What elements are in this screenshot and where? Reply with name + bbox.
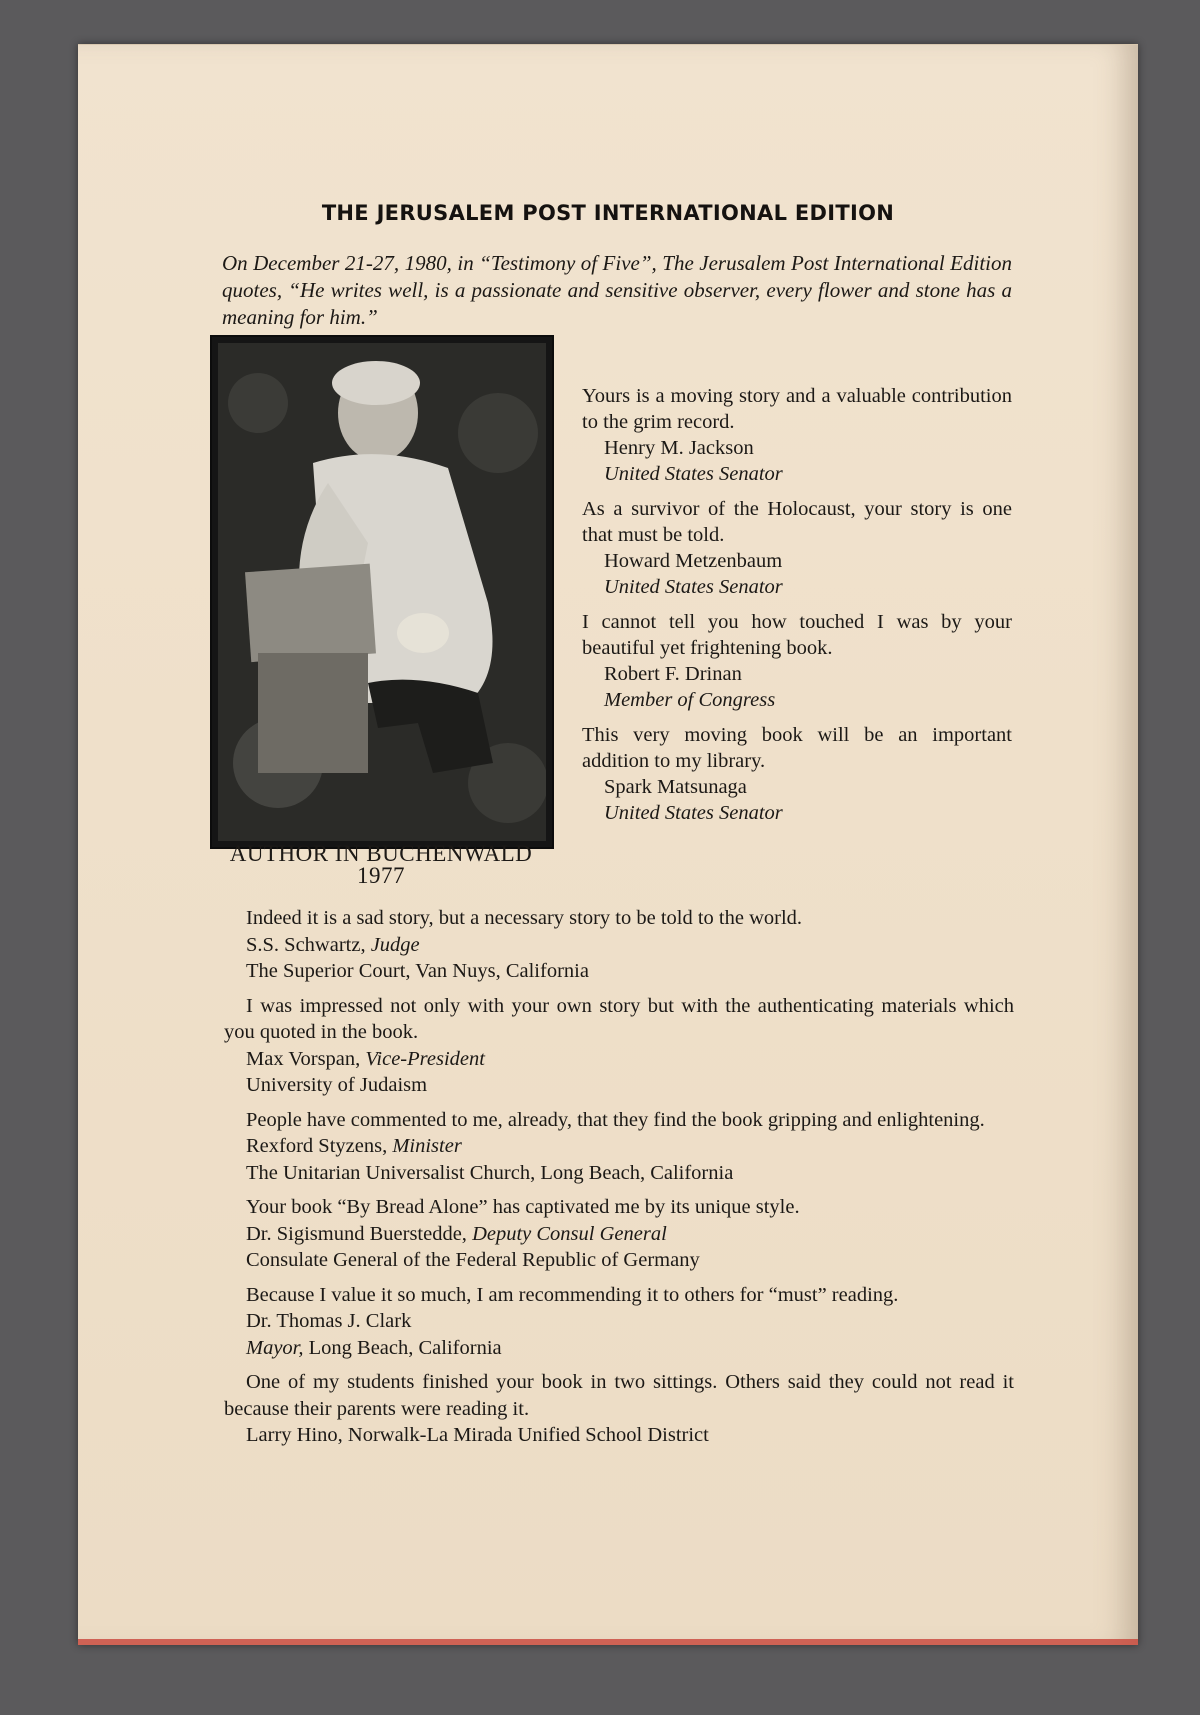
testimonial-name: Rexford Styzens, — [246, 1135, 388, 1157]
testimonial-role: Mayor, — [246, 1336, 304, 1359]
testimonial-text: I cannot tell you how touched I was by your beautiful yet frightening book. — [582, 611, 1012, 659]
testimonial-title: United States Senator — [604, 463, 783, 485]
author-photo-illustration — [218, 343, 546, 841]
testimonial-org: The Superior Court, Van Nuys, California — [246, 960, 589, 982]
testimonial-attribution — [224, 1133, 1014, 1160]
testimonial — [582, 496, 1012, 600]
testimonial-text: I was impressed not only with your own story but with the authenticating materials which you quoted in the book. — [224, 994, 1014, 1043]
testimonial — [582, 609, 1012, 713]
lower-testimonials — [224, 905, 1014, 1457]
testimonial-role: Judge — [370, 933, 420, 956]
page-title: THE JERUSALEM POST INTERNATIONAL EDITION — [321, 201, 895, 225]
photo-caption-year: 1977 — [357, 863, 405, 888]
testimonial-name: Spark Matsunaga — [604, 776, 747, 798]
testimonial-attribution — [224, 1335, 1014, 1362]
testimonial — [224, 993, 1014, 1099]
testimonial-text: Indeed it is a sad story, but a necessary story to be told to the world. — [246, 907, 803, 929]
photo-caption — [196, 843, 566, 887]
testimonial-name: Howard Metzenbaum — [604, 550, 783, 572]
testimonial — [582, 383, 1012, 487]
testimonial-name: S.S. Schwartz, — [246, 933, 366, 956]
testimonial — [224, 1107, 1014, 1187]
photo-caption-title: AUTHOR IN BUCHENWALD — [229, 841, 533, 866]
testimonial-text: As a survivor of the Holocaust, your story is one that must be told. — [582, 498, 1012, 546]
testimonial-role: Deputy Consul General — [472, 1222, 667, 1245]
testimonial-text: Because I value it so much, I am recommending it to others for “must” reading. — [246, 1283, 899, 1306]
testimonial-role: Minister — [392, 1135, 462, 1157]
testimonial-text: People have commented to me, already, that they find the book gripping and enlightening. — [246, 1108, 985, 1131]
testimonial-name: Robert F. Drinan — [604, 663, 742, 685]
testimonial-org: The Unitarian Universalist Church, Long Beach, California — [246, 1161, 734, 1184]
testimonial-title: Member of Congress — [604, 689, 776, 711]
testimonial — [224, 1282, 1014, 1362]
testimonial-text: This very moving book will be an important addition to my library. — [582, 724, 1012, 772]
jacket-content — [78, 45, 1138, 1645]
testimonial-attribution — [224, 1221, 1014, 1248]
book-jacket-back — [78, 44, 1138, 1645]
testimonial-org: University of Judaism — [246, 1074, 428, 1096]
testimonial-role: Vice-President — [365, 1047, 485, 1070]
testimonial-title: United States Senator — [604, 576, 783, 598]
testimonial-org: Consulate General of the Federal Republic of Germany — [246, 1249, 700, 1271]
testimonial — [224, 1194, 1014, 1274]
testimonial-name: Larry Hino, Norwalk-La Mirada Unified School District — [246, 1424, 709, 1446]
testimonial-name: Max Vorspan, — [246, 1047, 361, 1070]
testimonial-name: Dr. Sigismund Buerstedde, — [246, 1222, 467, 1245]
testimonial-attribution — [224, 1046, 1014, 1073]
testimonial — [224, 905, 1014, 985]
testimonial-text: Yours is a moving story and a valuable contribution to the grim record. — [582, 385, 1012, 433]
testimonial-text: Your book “By Bread Alone” has captivated me by its unique style. — [246, 1196, 800, 1218]
right-testimonials — [582, 383, 1012, 835]
intro-quote: On December 21-27, 1980, in “Testimony of Five”, The Jerusalem Post International Edition quotes, “He writes well, is a passionate and sensitive observer, every flower and stone has a meaning for him.” — [222, 251, 1012, 329]
testimonial-name: Dr. Thomas J. Clark — [246, 1310, 412, 1332]
testimonial-text: One of my students finished your book in two sittings. Others said they could not read it because their parents were reading it. — [224, 1371, 1014, 1420]
testimonial-org: Long Beach, California — [308, 1336, 502, 1359]
testimonial-name: Henry M. Jackson — [604, 437, 754, 459]
testimonial — [224, 1369, 1014, 1449]
author-photo — [210, 335, 554, 849]
testimonial — [582, 722, 1012, 826]
author-photo-frame — [210, 335, 550, 849]
testimonial-title: United States Senator — [604, 802, 783, 824]
testimonial-attribution — [224, 932, 1014, 959]
